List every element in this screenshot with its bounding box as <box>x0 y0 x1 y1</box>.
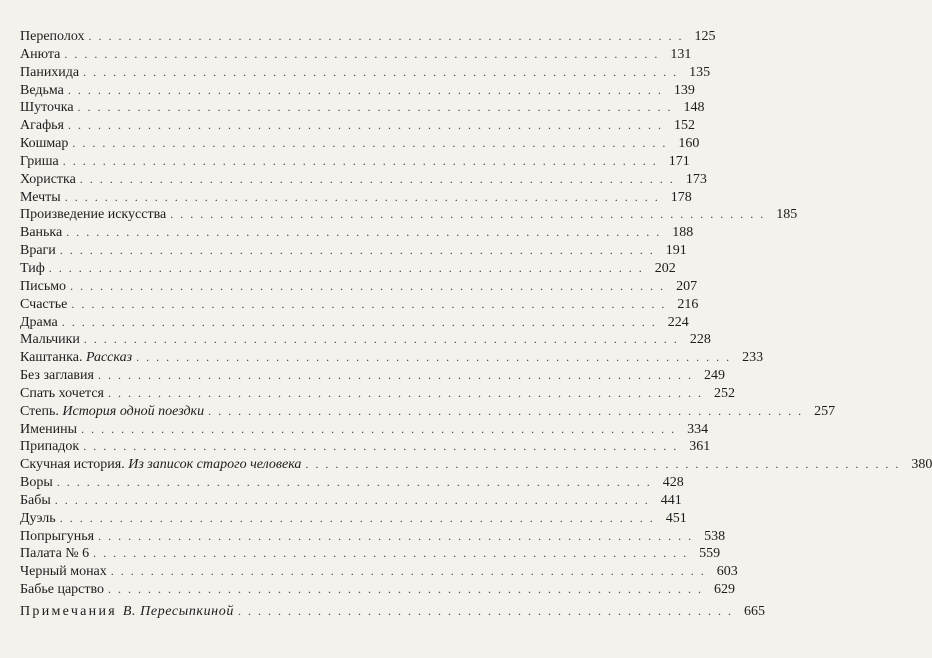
toc-entry-title <box>20 242 60 260</box>
toc-entry-title-text: Бабье царство <box>20 582 105 598</box>
toc-entry <box>20 278 698 296</box>
toc-entry <box>20 189 692 207</box>
toc-entry-title <box>20 278 70 296</box>
toc-entry-title <box>20 603 238 621</box>
dot-leader: . . . . . . . . . . . . . . . . . . . . . . . . . . . . . . . . . . . . . . . . . . . . . . . . . . . . . . . . . . . . <box>66 225 662 240</box>
dot-leader: . . . . . . . . . . . . . . . . . . . . . . . . . . . . . . . . . . . . . . . . . . . . . . . . . . . . . . . . . . . . <box>59 510 655 525</box>
toc-page-number: 629 <box>714 582 736 598</box>
toc-entry-title-text: Палата № 6 <box>20 546 90 562</box>
toc-entry-subtitle: Из записок старого человека <box>128 457 302 473</box>
toc-entry-title-text: Счастье <box>20 296 68 312</box>
toc-page-number: 428 <box>662 475 684 491</box>
toc-entry-title <box>20 528 98 546</box>
toc-entry <box>20 135 700 153</box>
dot-leader: . . . . . . . . . . . . . . . . . . . . . . . . . . . . . . . . . . . . . . . . . . . . . . . . . . . . . . . . . . . . <box>98 528 694 543</box>
toc-entry-subtitle: История одной поездки <box>62 403 205 419</box>
toc-page-number: 252 <box>714 385 735 401</box>
toc-page-number: 665 <box>743 604 765 619</box>
dot-leader: . . . . . . . . . . . . . . . . . . . . . . . . . . . . . . . . . . . . . . . . . . . . . . . . . . . . . . . . . . . . <box>83 64 679 79</box>
toc-page-number: 216 <box>677 296 699 312</box>
toc-page-number: 152 <box>673 118 695 134</box>
dot-leader: . . . . . . . . . . . . . . . . . . . . . . . . . . . . . . . . . . . . . . . . . . . . . . . . . . . . . . . . . . . . <box>64 189 660 204</box>
toc-entry-title-text: Мальчики <box>20 332 80 348</box>
dot-leader: . . . . . . . . . . . . . . . . . . . . . . . . . . . . . . . . . . . . . . . . . . . . . . . . . . . . . . . . . . . . <box>305 457 901 472</box>
toc-page-number: 441 <box>660 492 682 508</box>
toc-entry <box>20 46 692 64</box>
toc-page-number: 125 <box>694 29 716 44</box>
toc-entry-title <box>20 117 68 135</box>
toc-entry <box>20 367 725 385</box>
toc-entry-title <box>20 135 72 153</box>
toc-entry <box>20 99 705 117</box>
toc-entry-title-text: Шуточка <box>20 100 74 116</box>
dot-leader: . . . . . . . . . . . . . . . . . . . . . . . . . . . . . . . . . . . . . . . . . . . . . . . . . . . . . . . . . . . . <box>110 564 706 579</box>
toc-entry-title-text: Ведьма <box>20 82 64 98</box>
toc-entry-title-text: Мечты <box>20 189 61 205</box>
toc-page-number: 207 <box>676 278 698 294</box>
toc-page-number: 178 <box>670 189 692 205</box>
dot-leader: . . . . . . . . . . . . . . . . . . . . . . . . . . . . . . . . . . . . . . . . . . . . . . . . . . . . . . . . . . . . <box>70 278 666 293</box>
toc-entry-title <box>20 349 136 367</box>
toc-page-number: 139 <box>673 82 695 98</box>
toc-entry-title-text: Воры <box>20 475 53 491</box>
toc-entry-title-text: Письмо <box>20 278 67 294</box>
toc-entry-title-text: Дуэль <box>20 510 56 526</box>
dot-leader: . . . . . . . . . . . . . . . . . . . . . . . . . . . . . . . . . . . . . . . . . . . . . . . . . . . . . . . . . . . . <box>97 368 693 383</box>
toc-entry-title <box>20 581 108 599</box>
toc-entry <box>20 117 695 135</box>
dot-leader: . . . . . . . . . . . . . . . . . . . . . . . . . . . . . . . . . . . . . . . . . . . . . . . . . . . . . . . . . . . . <box>71 296 667 311</box>
toc-entry <box>20 153 690 171</box>
toc-entry-title-text: Анюта <box>20 46 61 62</box>
dot-leader: . . . . . . . . . . . . . . . . . . . . . . . . . . . . . . . . . . . . . . . . . . . . . . . . . . . . . . . . . . . . <box>67 82 663 97</box>
table-of-contents <box>20 28 932 599</box>
toc-entry-title <box>20 403 208 421</box>
toc-entry-title-text: Агафья <box>20 118 64 134</box>
toc-page-number: 228 <box>689 332 711 348</box>
dot-leader: . . . . . . . . . . . . . . . . . . . . . . . . . . . . . . . . . . . . . . . . . . . . . . . . . . . . . . . . . . . . <box>56 475 652 490</box>
toc-entry-title-text: Произведение искусства <box>20 207 167 223</box>
dot-leader: . . . . . . . . . . . . . . . . . . . . . . . . . . . . . . . . . . . . . . . . . . . . . . . . . . . . . . . . . . . . <box>54 492 650 507</box>
toc-entry-title-text: Хористка <box>20 171 76 187</box>
toc-page-number: 233 <box>742 350 764 366</box>
toc-page-number: 249 <box>703 368 725 384</box>
toc-entry <box>20 314 689 332</box>
toc-entry-title-text: Драма <box>20 314 58 330</box>
dot-leader: . . . . . . . . . . . . . . . . . . . . . . . . . . . . . . . . . . . . . . . . . . . . . . . . . . . . . . . . . . . . <box>83 332 679 347</box>
toc-entry-title-text: Гриша <box>20 153 59 169</box>
toc-entry-title-text: Именины <box>20 421 78 437</box>
toc-entry-title <box>20 46 64 64</box>
toc-entry-subtitle: Рассказ <box>85 350 133 366</box>
toc-entry-title-text: Степь. <box>20 403 59 419</box>
toc-entry-title <box>20 314 62 332</box>
toc-entry <box>20 456 932 474</box>
dot-leader: . . . . . . . . . . . . . . . . . . . . . . . . . . . . . . . . . . . . . . . . . . . . . . . . . . . . . . . . . . . . <box>88 29 684 43</box>
toc-entry-title-text: Ванька <box>20 225 63 241</box>
toc-entry-title <box>20 456 305 474</box>
toc-entry-title <box>20 421 81 439</box>
toc-entry <box>20 349 764 367</box>
toc-entry <box>20 260 676 278</box>
toc-page-number: 173 <box>685 171 707 187</box>
toc-entry-title <box>20 64 83 82</box>
toc-entry-title <box>20 82 68 100</box>
toc-page-number: 131 <box>670 46 692 62</box>
dot-leader: . . . . . . . . . . . . . . . . . . . . . . . . . . . . . . . . . . . . . . . . . . . . . . . . . . . . . . . . . . . . <box>48 260 644 275</box>
dot-leader: . . . . . . . . . . . . . . . . . . . . . . . . . . . . . . . . . . . . . . . . . . . . . . . . . . . . . . . . . . . . <box>108 582 704 597</box>
toc-entry-title <box>20 260 49 278</box>
toc-page-number: 603 <box>716 564 738 580</box>
toc-page-number: 224 <box>667 314 689 330</box>
toc-page-number: 380 <box>911 457 932 473</box>
toc-entry-title <box>20 153 63 171</box>
toc-entry <box>20 563 738 581</box>
toc-entry-title <box>20 545 93 563</box>
toc-page-number: 148 <box>683 100 705 116</box>
toc-entry-title-text: Скучная история. <box>20 457 125 473</box>
toc-entry-title-text: Тиф <box>20 260 45 276</box>
toc-entry-title <box>20 438 83 456</box>
toc-page-number: 334 <box>687 421 709 437</box>
toc-entry <box>20 545 721 563</box>
toc-entry-title <box>20 474 57 492</box>
toc-entry-title <box>20 28 88 46</box>
dot-leader: . . . . . . . . . . . . . . . . . . . . . . . . . . . . . . . . . . . . . . . . . . . . . . . . . . . . . . . . . . . . <box>62 153 658 168</box>
toc-entry <box>20 385 735 403</box>
toc-entry-title-text: Кошмар <box>20 136 69 152</box>
toc-entry-title-text: Каштанка. <box>20 350 83 366</box>
toc-notes-entry <box>20 603 765 621</box>
dot-leader: . . . . . . . . . . . . . . . . . . . . . . . . . . . . . . . . . . . . . . . . . . . . . . . . . . . . . . . . . . . . <box>67 118 663 133</box>
toc-entry-title-text: Панихида <box>20 64 80 80</box>
toc-entry <box>20 242 687 260</box>
toc-entry <box>20 421 709 439</box>
toc-entry-title <box>20 206 170 224</box>
toc-entry-title <box>20 510 60 528</box>
toc-notes-label: Примечания <box>20 604 118 619</box>
dot-leader: . . . . . . . . . . . . . . . . . . . . . . . . . . . . . . . . . . . . . . . . . . . . . . . . . . . . . . . . . . . . <box>79 171 675 186</box>
toc-page-number: 257 <box>814 403 836 419</box>
dot-leader: . . . . . . . . . . . . . . . . . . . . . . . . . . . . . . . . . . . . . . . . . . . . . . . . . . . . . . . . . . . . <box>108 385 703 400</box>
toc-entry-title <box>20 492 55 510</box>
toc-page-number: 188 <box>672 225 694 241</box>
toc-entry-title <box>20 367 98 385</box>
toc-entry-title <box>20 385 108 403</box>
dot-leader: . . . . . . . . . . . . . . . . . . . . . . . . . . . . . . . . . . . . . . . . . . . . . . . . . . <box>237 604 733 618</box>
toc-entry <box>20 224 694 242</box>
toc-page-number: 361 <box>689 439 711 455</box>
toc-entry <box>20 64 711 82</box>
toc-entry-title-text: Черный монах <box>20 564 107 580</box>
toc-entry <box>20 296 699 314</box>
dot-leader: . . . . . . . . . . . . . . . . . . . . . . . . . . . . . . . . . . . . . . . . . . . . . . . . . . . . . . . . . . . . <box>170 207 766 222</box>
toc-entry <box>20 528 726 546</box>
toc-entry <box>20 510 687 528</box>
toc-entry-title <box>20 171 80 189</box>
toc-entry-title <box>20 189 65 207</box>
dot-leader: . . . . . . . . . . . . . . . . . . . . . . . . . . . . . . . . . . . . . . . . . . . . . . . . . . . . . . . . . . . . <box>136 350 732 365</box>
toc-page-number: 185 <box>776 207 798 223</box>
dot-leader: . . . . . . . . . . . . . . . . . . . . . . . . . . . . . . . . . . . . . . . . . . . . . . . . . . . . . . . . . . . . <box>83 439 679 454</box>
dot-leader: . . . . . . . . . . . . . . . . . . . . . . . . . . . . . . . . . . . . . . . . . . . . . . . . . . . . . . . . . . . . <box>72 136 668 151</box>
toc-entry-title-text: Без заглавия <box>20 368 94 384</box>
toc-entry <box>20 206 798 224</box>
toc-entry-title <box>20 296 71 314</box>
toc-entry <box>20 171 707 189</box>
toc-entry-title <box>20 331 84 349</box>
dot-leader: . . . . . . . . . . . . . . . . . . . . . . . . . . . . . . . . . . . . . . . . . . . . . . . . . . . . . . . . . . . . <box>61 314 657 329</box>
toc-entry-title <box>20 224 66 242</box>
toc-page-number: 160 <box>678 136 700 152</box>
toc-entry-title-text: Спать хочется <box>20 385 104 401</box>
toc-entry-title-text: Переполох <box>20 29 85 44</box>
dot-leader: . . . . . . . . . . . . . . . . . . . . . . . . . . . . . . . . . . . . . . . . . . . . . . . . . . . . . . . . . . . . <box>59 243 655 258</box>
toc-entry <box>20 28 716 46</box>
toc-page-number: 171 <box>668 153 690 169</box>
toc-page-number: 559 <box>699 546 721 562</box>
toc-entry <box>20 581 736 599</box>
dot-leader: . . . . . . . . . . . . . . . . . . . . . . . . . . . . . . . . . . . . . . . . . . . . . . . . . . . . . . . . . . . . <box>208 403 804 418</box>
toc-entry-title <box>20 99 78 117</box>
toc-notes-author: В. Пересыпкиной <box>122 604 234 619</box>
toc-entry-title <box>20 563 111 581</box>
toc-entry <box>20 403 836 421</box>
toc-entry-title-text: Враги <box>20 243 56 259</box>
toc-entry-title-text: Припадок <box>20 439 80 455</box>
toc-entry <box>20 438 711 456</box>
toc-entry <box>20 331 711 349</box>
toc-entry <box>20 82 695 100</box>
toc-page-number: 135 <box>689 64 711 80</box>
toc-entry <box>20 492 682 510</box>
dot-leader: . . . . . . . . . . . . . . . . . . . . . . . . . . . . . . . . . . . . . . . . . . . . . . . . . . . . . . . . . . . . <box>77 100 673 115</box>
toc-page-number: 538 <box>704 528 726 544</box>
toc-entry <box>20 474 684 492</box>
toc-entry-title-text: Бабы <box>20 492 51 508</box>
dot-leader: . . . . . . . . . . . . . . . . . . . . . . . . . . . . . . . . . . . . . . . . . . . . . . . . . . . . . . . . . . . . <box>64 46 660 61</box>
dot-leader: . . . . . . . . . . . . . . . . . . . . . . . . . . . . . . . . . . . . . . . . . . . . . . . . . . . . . . . . . . . . <box>93 546 689 561</box>
toc-entry-title-text: Попрыгунья <box>20 528 95 544</box>
dot-leader: . . . . . . . . . . . . . . . . . . . . . . . . . . . . . . . . . . . . . . . . . . . . . . . . . . . . . . . . . . . . <box>81 421 677 436</box>
toc-page-number: 202 <box>654 260 676 276</box>
toc-page-number: 191 <box>665 243 687 259</box>
toc-page-number: 451 <box>665 510 687 526</box>
